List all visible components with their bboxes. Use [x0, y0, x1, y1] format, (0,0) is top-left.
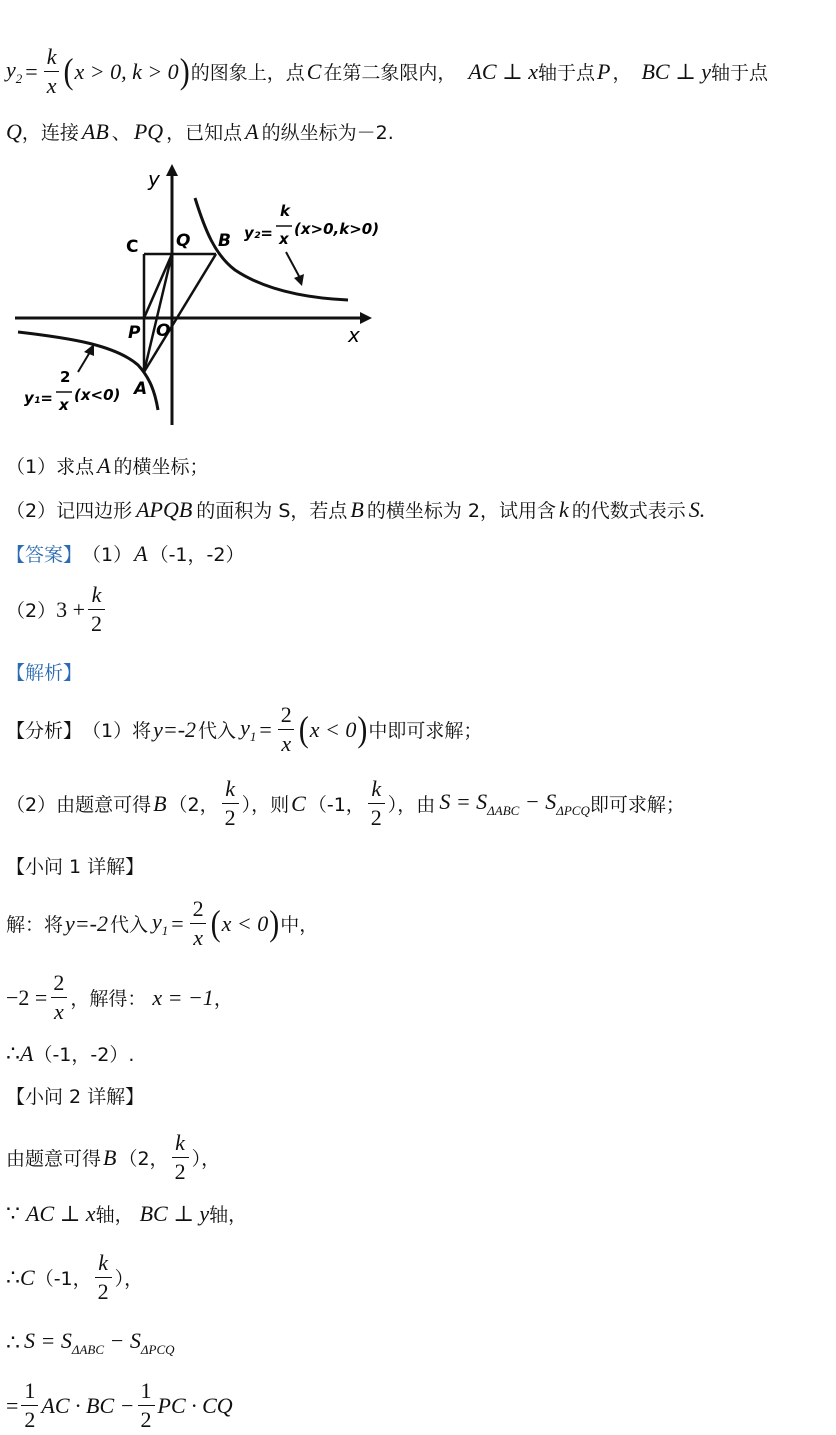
graph-y-label: y — [148, 167, 160, 191]
part2-heading: 【小问 2 详解】 — [6, 1086, 145, 1108]
solution2-line-3: ∴ C （-1， $\frac{k}{2}$ ）， — [6, 1250, 144, 1304]
solution1-line-3: ∴ A （-1，-2）. — [6, 1040, 135, 1066]
graph-label-C: C — [126, 237, 139, 257]
y2-formula-den: x — [279, 230, 289, 248]
function-graph-figure — [10, 160, 380, 440]
y2-pointer-arrow — [286, 252, 300, 278]
analysis-line-1: 【分析】 （1）将 y=-2 代入 $y_1$ = $\frac{2}{x}$ ( x < 0 ) 中即可求解； — [6, 702, 483, 756]
answer-line-1: 【答案】 （1） A （-1，-2） — [6, 540, 245, 566]
fenxi2-fraction-1: $\frac{k}{2}$ — [222, 778, 239, 829]
y1-formula-cond: (x<0) — [74, 386, 121, 404]
y1-pointer-arrow — [78, 352, 90, 372]
solution2-line-1: 由题意可得 B （2， $\frac{k}{2}$ ）， — [6, 1130, 221, 1184]
analysis-line-2: （2）由题意可得 B （2， $\frac{k}{2}$ ），则 C （-1， $\frac{k}{2}$ ），由 $S = S_{\Delta ABC} - S_{\Delta PCQ}$ 即可求解； — [6, 776, 685, 830]
y-axis-arrow — [166, 164, 178, 176]
solution2-line-2: ∵ AC ⊥ x 轴， BC ⊥ y 轴， — [6, 1200, 248, 1226]
graph-x-label: x — [348, 323, 360, 347]
y1-formula-num: 2 — [60, 368, 71, 386]
sol1-fraction: $\frac{2}{x}$ — [190, 898, 207, 949]
solution2-line-5: = $\frac{1}{2}$ AC · BC − $\frac{1}{2}$ PC · CQ — [6, 1378, 233, 1432]
y1-formula-left: y₁= — [24, 389, 53, 407]
graph-label-B: B — [218, 231, 231, 251]
fraction-k-over-x: $\frac{k}{x}$ — [44, 46, 60, 97]
graph-label-Q: Q — [176, 231, 191, 251]
analysis-heading: 【解析】 — [6, 662, 83, 684]
intro-line-1: $y_2$ = $\frac{k}{x}$ ( x > 0, k > 0 ) 的图象上，点 C 在第二象限内， AC ⊥ x 轴于点 P ， BC ⊥ y 轴于点 — [6, 44, 769, 98]
fenxi1-fraction: $\frac{2}{x}$ — [278, 704, 295, 755]
answer-line-2: （2） 3 + $\frac{k}{2}$ — [6, 584, 108, 635]
graph-label-A: A — [134, 379, 148, 399]
y2-formula-num: k — [280, 202, 290, 220]
graph-label-P: P — [128, 323, 141, 343]
sol2-fraction: $\frac{2}{x}$ — [50, 972, 67, 1023]
fenxi2-fraction-2: $\frac{k}{2}$ — [368, 778, 385, 829]
line-AB — [144, 254, 216, 372]
y1-formula-den: x — [59, 396, 69, 414]
s2-3-fraction: $\frac{k}{2}$ — [95, 1252, 112, 1303]
y2-formula-cond: (x>0,k>0) — [294, 220, 380, 238]
graph-label-O: O — [156, 321, 171, 341]
solution1-line-1: 解：将 y=-2 代入 $y_1$ = $\frac{2}{x}$ ( x < 0 ) 中， — [6, 896, 319, 950]
part1-heading: 【小问 1 详解】 — [6, 856, 145, 878]
s2-5-fraction-1: $\frac{1}{2}$ — [21, 1380, 38, 1431]
line-AQ — [144, 254, 172, 372]
s2-1-fraction: $\frac{k}{2}$ — [172, 1132, 189, 1183]
question-1: （1）求点 A 的横坐标； — [6, 452, 209, 478]
x-axis-arrow — [360, 312, 372, 324]
answer2-fraction: $\frac{k}{2}$ — [88, 584, 105, 635]
question-2: （2）记四边形 APQB 的面积为 S，若点 B 的横坐标为 2，试用含 k 的代数式表示 S. — [6, 496, 706, 522]
solution2-line-4: ∴ $S = S_{\Delta ABC} - S_{\Delta PCQ}$ — [6, 1328, 175, 1357]
y2-formula-left: y₂= — [244, 224, 273, 242]
math-y2: $y_2$ — [6, 56, 23, 86]
s2-5-fraction-2: $\frac{1}{2}$ — [138, 1380, 155, 1431]
solution1-line-2: −2 = $\frac{2}{x}$ ，解得： x = −1 ， — [6, 970, 233, 1024]
intro-line-2: Q ，连接 AB 、 PQ ，已知点 A 的纵坐标为－2. — [6, 118, 394, 144]
